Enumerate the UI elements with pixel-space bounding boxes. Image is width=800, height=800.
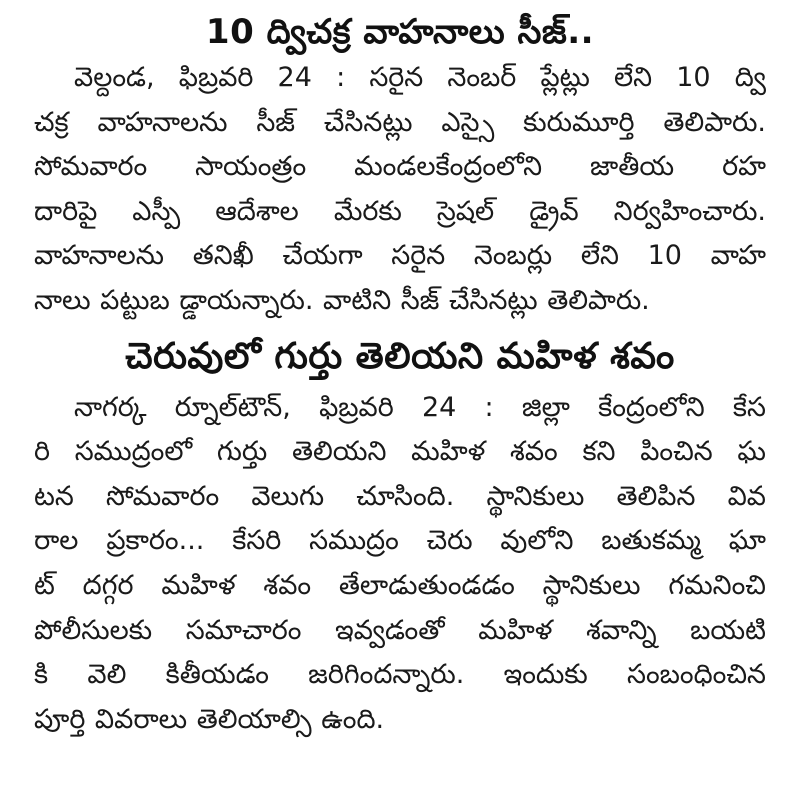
article2-line: టన సోమవారం వెలుగు చూసింది. స్థానికులు తెలిపిన వివ xyxy=(34,480,766,512)
article1-line: దారిపై ఎస్పీ ఆదేశాల మేరకు స్రెషల్ డ్రైవ్ నిర్వహించారు. xyxy=(34,195,766,227)
article2-line: ట్ దగ్గర మహిళ శవం తేలాడుతుండడం స్థానికులు గమనించి xyxy=(34,569,766,601)
article2-line: పోలీసులకు సమాచారం ఇవ్వడంతో మహిళ శవాన్ని బయటి xyxy=(34,614,766,646)
article1-body xyxy=(34,56,766,324)
article2-line: కి వెలి కితీయడం జరిగిందన్నారు. ఇందుకు సంబంధించిన xyxy=(34,659,766,691)
article1-line: వాహనాలను తనిఖీ చేయగా సరైన నెంబర్లు లేని 10 వాహ xyxy=(34,240,766,272)
article2-line: నాగర్క ర్నూల్‌టౌన్, ఫిబ్రవరి 24 : జిల్లా కేంద్రంలోని కేస xyxy=(74,391,766,423)
article2-body xyxy=(34,386,766,743)
article2-line: రాల ప్రకారం... కేసరి సముద్రం చెరు వులోని బతుకమ్మ ఘా xyxy=(34,525,766,557)
article1-line: సోమవారం సాయంత్రం మండలకేంద్రంలోని జాతీయ రహ xyxy=(34,151,766,183)
article1-line: చక్ర వాహనాలను సీజ్ చేసినట్లు ఎస్సై కురుమూర్తి తెలిపారు. xyxy=(34,106,766,138)
article2-headline: చెరువులో గుర్తు తెలియని మహిళ శవం xyxy=(125,335,675,377)
article1-line: నాలు పట్టుబ డ్డాయన్నారు. వాటిని సీజ్ చేసినట్లు తెలిపారు. xyxy=(34,284,650,316)
cropped-text-strip xyxy=(34,0,766,2)
article2-line: రి సముద్రంలో గుర్తు తెలియని మహిళ శవం కని పించిన ఘ xyxy=(34,436,766,468)
article1-line: వెల్దండ, ఫిబ్రవరి 24 : సరైన నెంబర్ ప్లేట్లు లేని 10 ద్వి xyxy=(74,62,766,93)
article1-headline: 10 ద్విచక్ర వాహనాలు సీజ్.. xyxy=(205,12,595,52)
article2-line: పూర్తి వివరాలు తెలియాల్సి ఉంది. xyxy=(34,703,385,735)
